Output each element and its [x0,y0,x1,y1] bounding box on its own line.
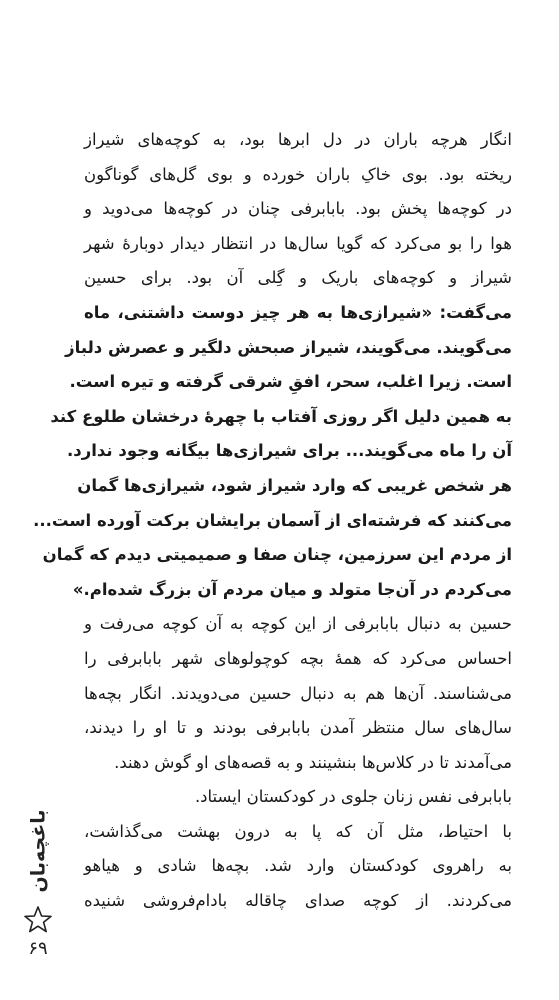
text-line: می‌کردند. از کوچه صدای چاقاله بادام‌فروشی شنیده [84,891,512,911]
text-line: به راهروی کودکستان وارد شد. بچه‌ها شادی و هیاهو [84,856,512,876]
text-line: انگار هرچه باران در دل ابرها بود، به کوچه‌های شیراز [84,130,512,149]
running-title [20,808,56,894]
text-line: می‌کنند که فرشته‌ای از آسمان برایشان برکت آورده است... [33,510,512,530]
page-number: ۶۹ [28,938,48,959]
text-line: آن را ماه می‌گویند... برای شیرازی‌ها بیگانه وجود ندارد. [67,441,512,461]
text-line: حسین به دنبال بابابرفی از این کوچه به آن کوچه می‌رفت و [84,614,512,634]
text-line: می‌گفت: «شیرازی‌ها به هر چیز دوست داشتنی، ماه [84,302,512,322]
star-icon [22,904,54,936]
text-line: احساس می‌کرد که همهٔ بچه کوچولوهای شهر بابابرفی را [84,648,512,668]
text-line: از مردم این سرزمین، چنان صفا و صمیمیتی دیدم که گمان [42,545,512,565]
text-line: می‌آمدند تا در کلاس‌ها بنشینند و به قصه‌های او گوش دهند. [114,752,512,772]
text-line: ریخته بود. بوی خاکِ باران خورده و بوی گل‌های گوناگون [84,164,512,184]
text-line: بابابرفی نفس زنان جلوی در کودکستان ایستاد. [194,787,512,807]
text-line: می‌شناسند. آن‌ها هم به دنبال حسین می‌دویدند. انگار بچه‌ها [84,683,512,703]
text-line: می‌کردم در آن‌جا متولد و میان مردم آن بزرگ شده‌ام.» [72,579,512,599]
running-title-text: باغچه‌بان [27,809,50,893]
page-margin [18,808,58,958]
text-line: به همین دلیل اگر روزی آفتاب با چهرهٔ درخشان طلوع کند [50,406,512,426]
text-line: در کوچه‌ها پخش بود. بابابرفی چنان در کوچه‌ها می‌دوید و [84,199,512,219]
text-line: هر شخص غریبی که وارد شیراز شود، شیرازی‌ها گمان [77,475,512,495]
text-line: می‌گویند. می‌گویند، شیراز صبحش دلگیر و عصرش دلباز [65,337,512,357]
text-line: هوا را بو می‌کرد که گویا سال‌ها در انتظار دیدار دوبارهٔ شهر [84,233,512,253]
text-line: با احتیاط، مثل آن که پا به درون بهشت می‌گذاشت، [84,821,512,841]
text-line: است. زیرا اغلب، سحر، افقِ شرقی گرفته و تیره است. [69,372,512,392]
text-line: شیراز و کوچه‌های باریک و گِلی آن بود. برای حسین [84,268,512,288]
text-line: سال‌های سال منتظر آمدن بابابرفی بودند و تا او را دیدند، [84,718,512,738]
